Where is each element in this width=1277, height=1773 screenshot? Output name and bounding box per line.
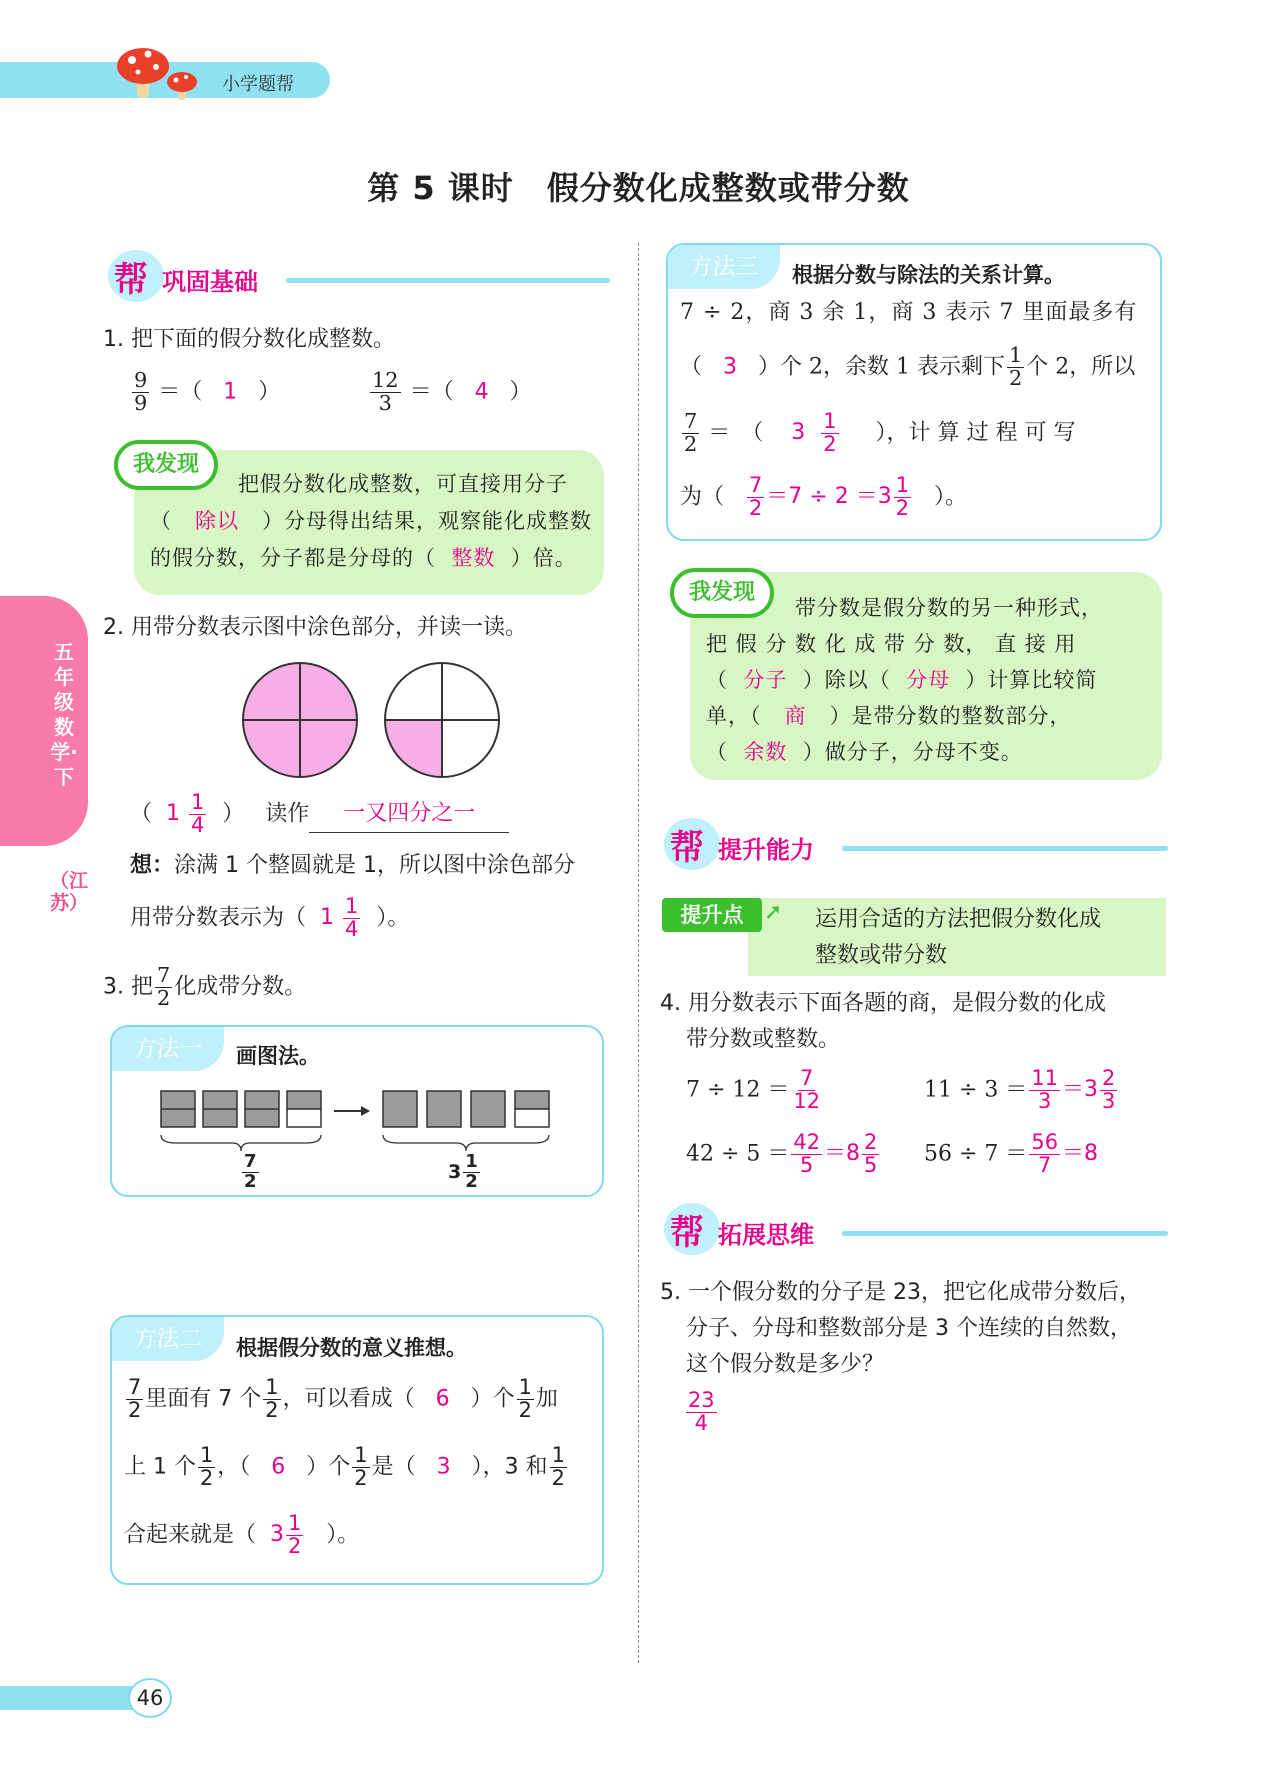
q2-read-answer[interactable]: 一又四分之一 bbox=[343, 801, 476, 827]
blank-integer[interactable]: 整数 bbox=[451, 546, 496, 570]
method-3-line-2: （ 3 ）个 2，余数 1 表示剩下 $\frac{1}{2}$ 个 2，所以 bbox=[680, 343, 1136, 390]
q4-item-3: 42 ÷ 5 ＝ $\frac{42}{5}$ ＝8 $\frac{2}{5}$ bbox=[686, 1132, 881, 1177]
q4-item-4: 56 ÷ 7 ＝ $\frac{56}{7}$ ＝8 bbox=[924, 1130, 1098, 1177]
m3-answer-2[interactable]: 3 $\frac{1}{2}$ bbox=[791, 409, 837, 456]
q4-answer-1[interactable]: $\frac{7}{12}$ bbox=[793, 1066, 820, 1113]
tip-badge: 提升点 bbox=[662, 898, 762, 932]
method-2-line-2: 上 1 个 $\frac{1}{2}$ ，（ 6 ）个 $\frac{1}{2}$ 是（ 3 ），3 和 $\frac{1}{2}$ bbox=[124, 1443, 565, 1490]
q1-item-b: $\frac{12}{3}$ ＝（ 4 ） bbox=[372, 368, 532, 415]
method-1-box bbox=[110, 1025, 604, 1197]
method-3-title: 根据分数与除法的关系计算。 bbox=[792, 263, 1065, 287]
discovery-2-line-1: 带分数是假分数的另一种形式， bbox=[795, 596, 1103, 620]
mushroom-logo-icon bbox=[112, 40, 202, 102]
q1-answer-a[interactable]: 1 bbox=[223, 379, 238, 405]
discovery-2-line-3: （ 分子 ）除以（ 分母 ）计算比较简 bbox=[706, 668, 1098, 692]
blank-remainder[interactable]: 余数 bbox=[743, 740, 788, 764]
blank-numerator[interactable]: 分子 bbox=[743, 668, 788, 692]
q2-answer-mixed[interactable]: 1 $\frac{1}{4}$ bbox=[166, 790, 205, 837]
question-4-prompt-2: 带分数或整数。 bbox=[686, 1027, 841, 1052]
m2-answer-4[interactable]: 3 $\frac{1}{2}$ bbox=[270, 1511, 302, 1558]
section-title-2: 提升能力 bbox=[718, 836, 814, 864]
discovery-badge: 我发现 bbox=[114, 440, 218, 490]
method-3-line-4: 为（ $\frac{7}{2}$ ＝7 ÷ 2 ＝3 $\frac{1}{2}$ ）。 bbox=[680, 473, 967, 520]
q2-think-answer[interactable]: 1 $\frac{1}{4}$ bbox=[320, 894, 359, 941]
m2-answer-3[interactable]: 3 bbox=[436, 1454, 451, 1480]
question-5-line-1: 5. 一个假分数的分子是 23，把它化成带分数后， bbox=[660, 1280, 1141, 1305]
section-bang-char: 帮 bbox=[114, 260, 148, 300]
method-3-box bbox=[666, 243, 1162, 541]
blank-quotient[interactable]: 商 bbox=[784, 704, 807, 728]
m2-answer-2[interactable]: 6 bbox=[271, 1454, 286, 1480]
q4-item-1: 7 ÷ 12 ＝ $\frac{7}{12}$ bbox=[686, 1068, 824, 1113]
method-2-line-3: 合起来就是（ 3 $\frac{1}{2}$ ）。 bbox=[124, 1511, 360, 1558]
question-4-prompt-1: 4. 用分数表示下面各题的商，是假分数的化成 bbox=[660, 991, 1106, 1016]
side-province-label: （江苏） bbox=[50, 870, 89, 914]
page-number: 46 bbox=[128, 1678, 172, 1718]
section-header-expand: 帮 拓展思维 bbox=[664, 1203, 1168, 1255]
brand-name: 小学题帮 bbox=[222, 74, 294, 95]
page-title: 第 5 课时 假分数化成整数或带分数 bbox=[367, 169, 910, 207]
method-2-line-1: $\frac{7}{2}$ 里面有 7 个 $\frac{1}{2}$ ，可以看成（ 6 ）个 $\frac{1}{2}$ 加 bbox=[128, 1375, 558, 1422]
q1-answer-b[interactable]: 4 bbox=[474, 379, 489, 405]
q4-answer-3[interactable]: $\frac{42}{5}$ ＝8 $\frac{2}{5}$ bbox=[793, 1130, 878, 1177]
full-circle-figure bbox=[240, 660, 360, 780]
bar-model-figure bbox=[156, 1085, 576, 1195]
method-1-title: 画图法。 bbox=[236, 1044, 320, 1068]
method-2-title: 根据假分数的意义推想。 bbox=[236, 1336, 467, 1360]
quarter-circle-figure bbox=[382, 660, 502, 780]
discovery-2-line-2: 把 假 分 数 化 成 带 分 数， 直 接 用 bbox=[706, 632, 1077, 656]
column-divider bbox=[638, 243, 639, 1663]
section-header-consolidate bbox=[108, 250, 610, 302]
discovery-1-line-3: 的假分数，分子都是分母的（ 整数 ）倍。 bbox=[150, 546, 577, 570]
m2-answer-1[interactable]: 6 bbox=[435, 1386, 450, 1412]
discovery-1-line-1: 把假分数化成整数，可直接用分子 bbox=[238, 472, 568, 496]
m3-answer-3[interactable]: $\frac{7}{2}$ ＝7 ÷ 2 ＝3 $\frac{1}{2}$ bbox=[749, 473, 909, 520]
q2-think-line-2: 用带分数表示为（ 1 $\frac{1}{4}$ ）。 bbox=[130, 894, 410, 941]
q4-item-2: 11 ÷ 3 ＝ $\frac{11}{3}$ ＝3 $\frac{2}{3}$ bbox=[924, 1068, 1119, 1113]
method-2-tab: 方法二 bbox=[112, 1317, 224, 1361]
method-3-line-1: 7 ÷ 2，商 3 余 1，商 3 表示 7 里面最多有 bbox=[680, 300, 1138, 325]
discovery-1-line-2: （ 除以 ）分母得出结果，观察能化成整数 bbox=[150, 509, 593, 533]
blank-denominator[interactable]: 分母 bbox=[906, 668, 951, 692]
q5-answer[interactable]: $\frac{23}{4}$ bbox=[688, 1388, 715, 1435]
blank-divide[interactable]: 除以 bbox=[195, 509, 240, 533]
side-grade-label: 五年级数学·下 bbox=[50, 640, 78, 789]
q1-item-a: $\frac{9}{9}$ ＝（ 1 ） bbox=[134, 368, 281, 415]
m3-answer-1[interactable]: 3 bbox=[723, 354, 737, 380]
tip-text-1: 运用合适的方法把假分数化成 bbox=[815, 907, 1102, 932]
tip-text-2: 整数或带分数 bbox=[815, 943, 948, 968]
q4-answer-2[interactable]: $\frac{11}{3}$ ＝3 $\frac{2}{3}$ bbox=[1031, 1066, 1116, 1113]
tip-arrow-icon: ➚ bbox=[764, 900, 783, 925]
q2-answer-row: （ 1 $\frac{1}{4}$ ） 读作 一又四分之一 bbox=[130, 792, 509, 837]
question-1-prompt: 1. 把下面的假分数化成整数。 bbox=[103, 327, 395, 352]
bar-model-label-left: $\frac{7}{2}$ bbox=[244, 1151, 257, 1192]
method-3-line-3: $\frac{7}{2}$ ＝ （ 3 $\frac{1}{2}$ ），计 算 过 程 可 写 bbox=[684, 409, 1076, 456]
question-5-line-2: 分子、分母和整数部分是 3 个连续的自然数， bbox=[686, 1316, 1132, 1341]
discovery-2-line-4: 单，（ 商 ）是带分数的整数部分， bbox=[706, 704, 1072, 728]
method-2-box bbox=[110, 1315, 604, 1585]
discovery-badge-2: 我发现 bbox=[670, 568, 774, 618]
section-header-improve: 帮 提升能力 bbox=[664, 818, 1168, 870]
q4-answer-4[interactable]: $\frac{56}{7}$ ＝8 bbox=[1031, 1130, 1098, 1177]
question-5-line-3: 这个假分数是多少？ bbox=[686, 1352, 885, 1377]
method-1-tab: 方法一 bbox=[112, 1027, 224, 1071]
question-2-prompt: 2. 用带分数表示图中涂色部分，并读一读。 bbox=[103, 615, 527, 640]
question-3-prompt: 3. 把 $\frac{7}{2}$ 化成带分数。 bbox=[103, 963, 307, 1010]
bar-model-label-right: 3 $\frac{1}{2}$ bbox=[448, 1151, 478, 1192]
discovery-2-line-5: （ 余数 ）做分子，分母不变。 bbox=[706, 740, 1023, 764]
section-title: 巩固基础 bbox=[162, 268, 258, 296]
method-3-tab: 方法三 bbox=[668, 245, 780, 289]
section-title-3: 拓展思维 bbox=[718, 1221, 814, 1249]
q2-think-line-1: 想：涂满 1 个整圆就是 1，所以图中涂色部分 bbox=[130, 853, 575, 878]
